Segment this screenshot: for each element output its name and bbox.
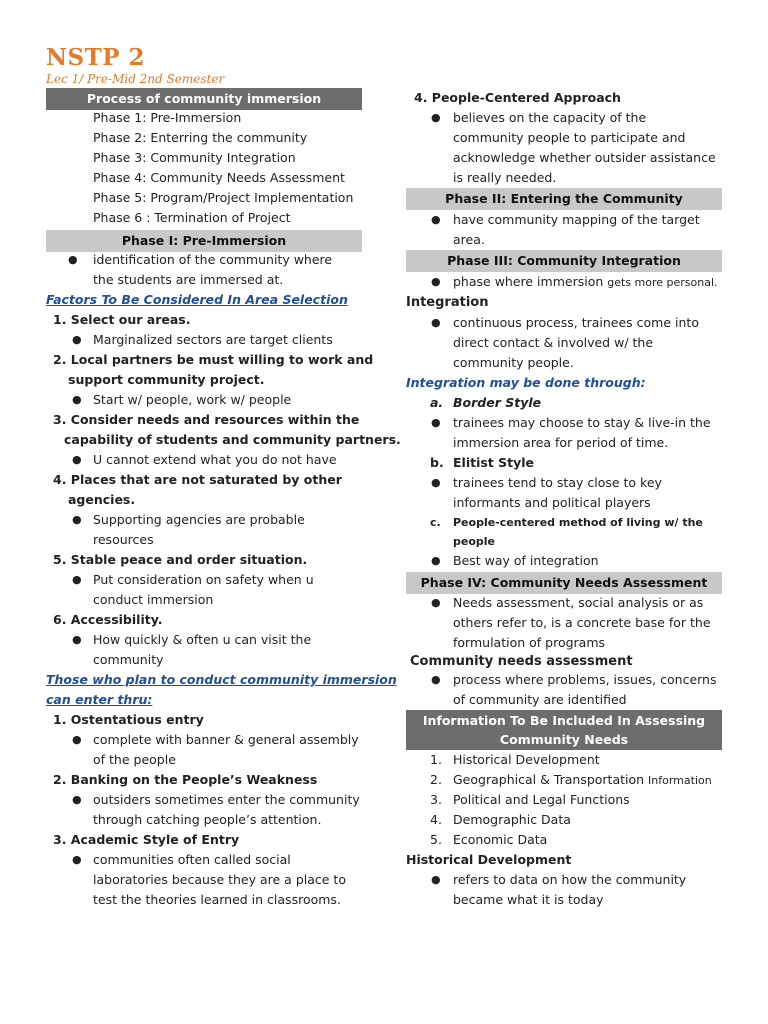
factor-5: 5. Stable peace and order situation.: [53, 552, 308, 567]
style-c-title-cont: people: [453, 535, 495, 548]
info-list-item: Geographical & Transportation Information: [453, 772, 712, 787]
factor-6-bullet: How quickly & often u can visit the: [93, 632, 312, 647]
entry-4-bullet-cont: acknowledge whether outsider assistance: [453, 150, 716, 165]
entry-2: 2. Banking on the People’s Weakness: [53, 772, 318, 787]
phase-item: Phase 6 : Termination of Project: [93, 210, 291, 225]
info-list-num: 1.: [430, 752, 442, 767]
entry-4-bullet-cont: is really needed.: [453, 170, 557, 185]
bullet-icon: ●: [72, 733, 82, 746]
bullet-icon: ●: [72, 853, 82, 866]
factor-2: 2. Local partners be must willing to work and: [53, 352, 374, 367]
entry-2-bullet-cont: through catching people’s attention.: [93, 812, 322, 827]
phase-item: Phase 3: Community Integration: [93, 150, 296, 165]
entry-4: 4. People-Centered Approach: [414, 90, 621, 105]
factor-3-cont: capability of students and community partners.: [64, 432, 401, 447]
integration-bullet-cont: direct contact & involved w/ the: [453, 335, 654, 350]
info-header: Information To Be Included In Assessing Community Needs: [406, 710, 722, 750]
factor-6-bullet-cont: community: [93, 652, 164, 667]
phase4-bullet: Needs assessment, social analysis or as: [453, 595, 704, 610]
process-header: Process of community immersion: [46, 88, 362, 110]
bullet-icon: ●: [431, 213, 441, 226]
factor-4-bullet-cont: resources: [93, 532, 154, 547]
info-list-item: Demographic Data: [453, 812, 571, 827]
style-c-label: c.: [430, 516, 441, 529]
bullet-icon: ●: [72, 793, 82, 806]
style-b-title: Elitist Style: [453, 455, 535, 470]
phase3-bullet: phase where immersion gets more personal.: [453, 274, 718, 289]
factor-4-cont: agencies.: [68, 492, 136, 507]
entry-3-bullet: communities often called social: [93, 852, 291, 867]
hist-bullet-cont: became what it is today: [453, 892, 604, 907]
factor-4: 4. Places that are not saturated by other: [53, 472, 342, 487]
entry-3: 3. Academic Style of Entry: [53, 832, 240, 847]
factor-2-bullet: Start w/ people, work w/ people: [93, 392, 292, 407]
bullet-icon: ●: [431, 111, 441, 124]
bullet-icon: ●: [72, 573, 82, 586]
factors-heading: Factors To Be Considered In Area Selection: [46, 292, 348, 307]
bullet-icon: ●: [431, 554, 441, 567]
entry-2-bullet: outsiders sometimes enter the community: [93, 792, 360, 807]
bullet-icon: ●: [72, 513, 82, 526]
entry-1-bullet: complete with banner & general assembly: [93, 732, 359, 747]
entry-heading: Those who plan to conduct community immersion: [46, 672, 397, 687]
factor-3-bullet: U cannot extend what you do not have: [93, 452, 337, 467]
phase-item: Phase 2: Enterring the community: [93, 130, 308, 145]
integration-bullet-cont: community people.: [453, 355, 574, 370]
document-title: NSTP 2: [46, 44, 146, 71]
integration-heading: Integration: [406, 295, 489, 310]
entry-heading-cont: can enter thru:: [46, 692, 153, 707]
bullet-icon: ●: [431, 673, 441, 686]
bullet-icon: ●: [431, 416, 441, 429]
entry-4-bullet-cont: community people to participate and: [453, 130, 686, 145]
cna-bullet: process where problems, issues, concerns: [453, 672, 717, 687]
factor-2-cont: support community project.: [68, 372, 265, 387]
factor-3: 3. Consider needs and resources within the: [53, 412, 360, 427]
phase-item: Phase 5: Program/Project Implementation: [93, 190, 354, 205]
phase4-bullet-cont: others refer to, is a concrete base for the: [453, 615, 711, 630]
phase2-bullet-cont: area.: [453, 232, 485, 247]
phase-item: Phase 4: Community Needs Assessment: [93, 170, 345, 185]
info-list-item: Economic Data: [453, 832, 548, 847]
factor-4-bullet: Supporting agencies are probable: [93, 512, 305, 527]
bullet-icon: ●: [431, 275, 441, 288]
bullet-icon: ●: [431, 596, 441, 609]
style-c-title: People-centered method of living w/ the: [453, 516, 703, 529]
bullet-icon: ●: [431, 873, 441, 886]
entry-4-bullet: believes on the capacity of the: [453, 110, 647, 125]
entry-1-bullet-cont: of the people: [93, 752, 176, 767]
style-b-bullet-cont: informants and political players: [453, 495, 651, 510]
phase2-bullet: have community mapping of the target: [453, 212, 700, 227]
document-subtitle: Lec 1/ Pre-Mid 2nd Semester: [46, 72, 225, 86]
bullet-icon: ●: [72, 453, 82, 466]
phase4-header: Phase IV: Community Needs Assessment: [406, 572, 722, 594]
cna-heading: Community needs assessment: [410, 654, 633, 669]
bullet-icon: ●: [68, 253, 78, 266]
style-b-label: b.: [430, 455, 444, 470]
style-c-bullet: Best way of integration: [453, 553, 599, 568]
factor-5-bullet-cont: conduct immersion: [93, 592, 214, 607]
cna-bullet-cont: of community are identified: [453, 692, 627, 707]
bullet-icon: ●: [72, 393, 82, 406]
bullet-icon: ●: [431, 316, 441, 329]
phase2-header: Phase II: Entering the Community: [406, 188, 722, 210]
through-heading: Integration may be done through:: [406, 375, 646, 390]
phase1-bullet-line: the students are immersed at.: [93, 272, 284, 287]
entry-3-bullet-cont: test the theories learned in classrooms.: [93, 892, 341, 907]
phase4-bullet-cont: formulation of programs: [453, 635, 606, 650]
factor-5-bullet: Put consideration on safety when u: [93, 572, 314, 587]
style-a-bullet: trainees may choose to stay & live-in the: [453, 415, 711, 430]
style-b-bullet: trainees tend to stay close to key: [453, 475, 662, 490]
integration-bullet: continuous process, trainees come into: [453, 315, 699, 330]
bullet-icon: ●: [431, 476, 441, 489]
entry-1: 1. Ostentatious entry: [53, 712, 204, 727]
factor-1: 1. Select our areas.: [53, 312, 191, 327]
phase1-header: Phase I: Pre-Immersion: [46, 230, 362, 252]
info-list-num: 2.: [430, 772, 442, 787]
phase-item: Phase 1: Pre-Immersion: [93, 110, 242, 125]
phase3-header: Phase III: Community Integration: [406, 250, 722, 272]
bullet-icon: ●: [72, 633, 82, 646]
hist-heading: Historical Development: [406, 852, 572, 867]
phase1-bullet-line: identification of the community where: [93, 252, 333, 267]
entry-3-bullet-cont: laboratories because they are a place to: [93, 872, 346, 887]
style-a-title: Border Style: [453, 395, 542, 410]
style-a-label: a.: [430, 395, 444, 410]
info-list-num: 5.: [430, 832, 442, 847]
info-list-num: 4.: [430, 812, 442, 827]
info-list-item: Historical Development: [453, 752, 600, 767]
hist-bullet: refers to data on how the community: [453, 872, 687, 887]
info-list-item: Political and Legal Functions: [453, 792, 630, 807]
factor-1-bullet: Marginalized sectors are target clients: [93, 332, 333, 347]
style-a-bullet-cont: immersion area for period of time.: [453, 435, 669, 450]
info-list-num: 3.: [430, 792, 442, 807]
bullet-icon: ●: [72, 333, 82, 346]
factor-6: 6. Accessibility.: [53, 612, 163, 627]
